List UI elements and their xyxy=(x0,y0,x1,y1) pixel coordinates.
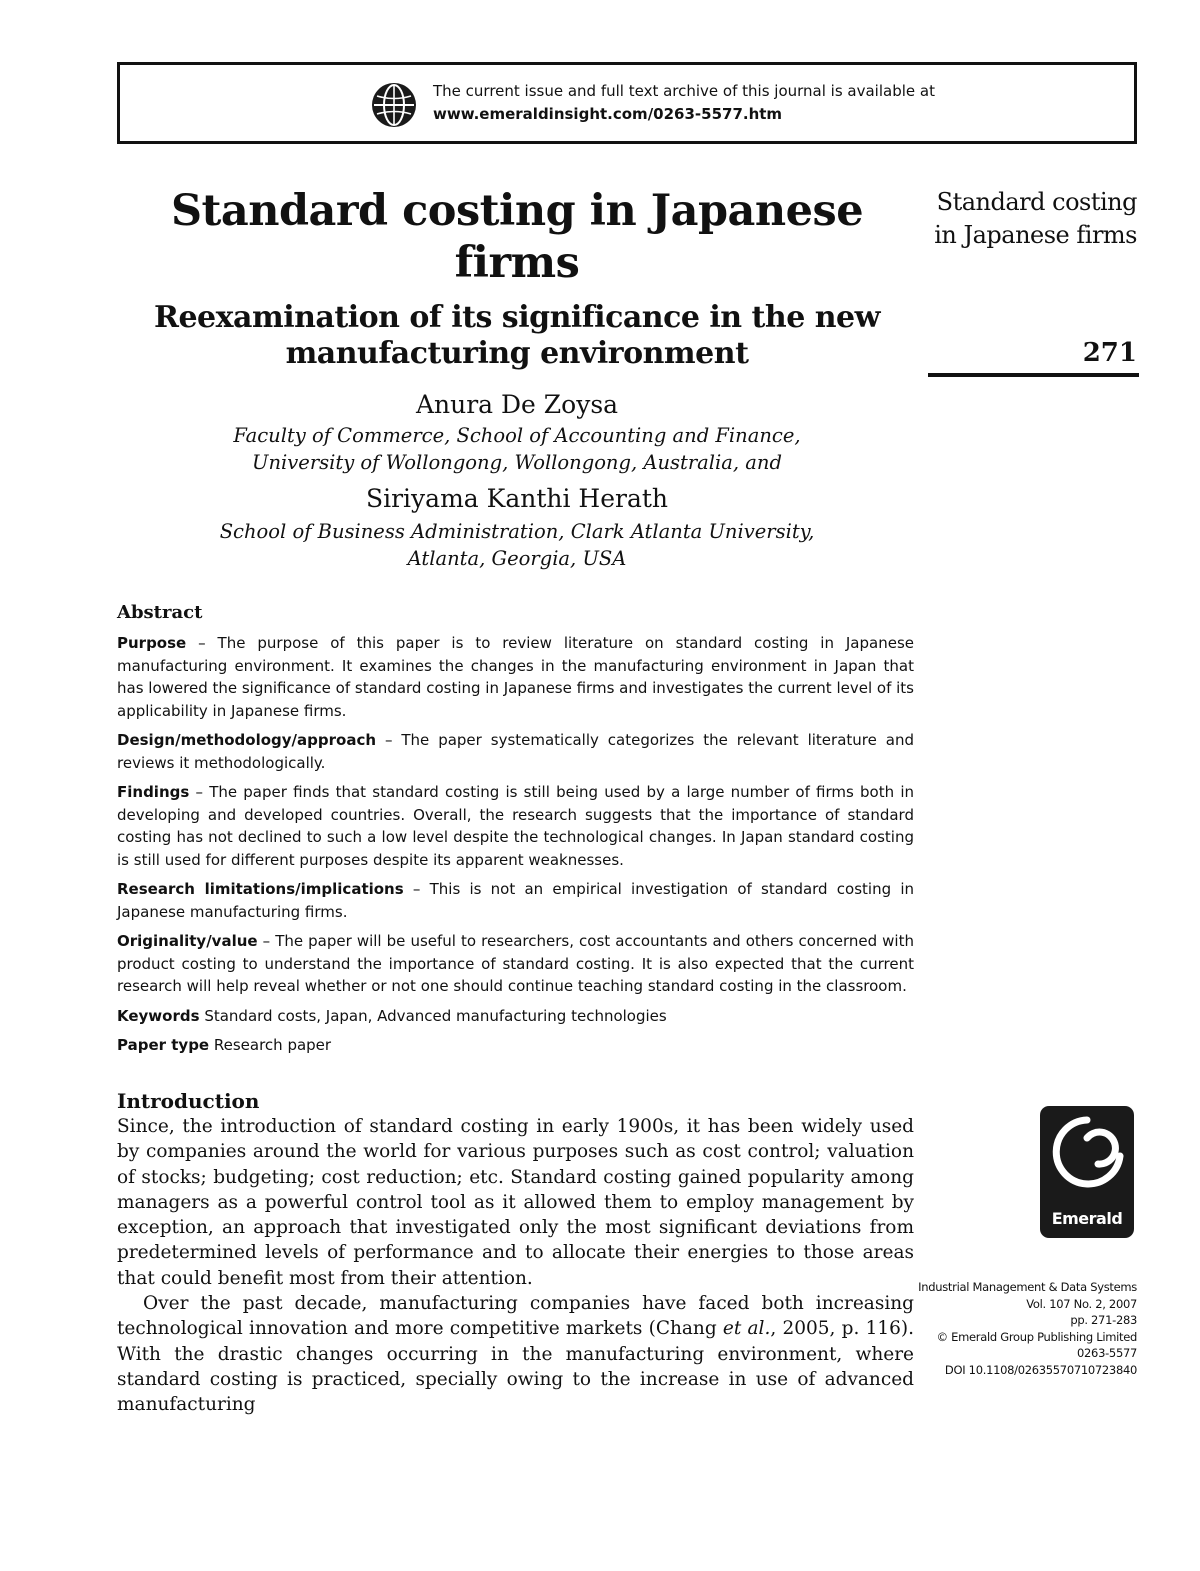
author-name: Anura De Zoysa xyxy=(415,390,619,419)
abstract-text: – The paper finds that standard costing is still being used by a large number of firms both in developing and developed countries. Overall, the research suggests that the importance of standard costing has not declined to such a low level despite the technological changes. In Japan standard costing is still used for different purposes despite its apparent weaknesses. xyxy=(117,783,914,869)
abstract-label: Originality/value xyxy=(117,932,258,950)
abstract-text: – The purpose of this paper is to review literature on standard costing in Japanese manufacturing environment. It examines the changes in the manufacturing environment in Japan that has lowered the significance of standard costing in Japanese firms and investigates the current level of its applicability in Japanese firms. xyxy=(117,634,914,720)
abstract-purpose xyxy=(117,632,914,722)
abstract-text: Standard costs, Japan, Advanced manufacturing technologies xyxy=(199,1006,667,1025)
emerald-logo-icon xyxy=(1040,1106,1134,1238)
page-number: 271 xyxy=(1082,338,1137,368)
paragraph-text: Over the past decade, manufacturing companies have faced both increasing technological innovation and more competitive markets (Chang xyxy=(117,1293,914,1340)
journal-name: Industrial Management & Data Systems xyxy=(918,1280,1137,1294)
logo-text: Emerald xyxy=(1051,1209,1123,1228)
title-line-2: firms xyxy=(454,238,580,288)
abstract-text: Research paper xyxy=(209,1036,332,1054)
author-affiliation: School of Business Administration, Clark Atlanta University, Atlanta, Georgia, USA xyxy=(219,520,815,570)
abstract-label: Research limitations/implications xyxy=(117,880,404,898)
abstract-design xyxy=(117,729,914,774)
margin-rule xyxy=(928,373,1139,377)
running-head: Standard costing in Japanese firms xyxy=(934,188,1137,249)
abstract-label: Purpose xyxy=(117,634,187,652)
banner-text xyxy=(433,80,935,126)
introduction-paragraph xyxy=(117,1291,914,1417)
author-affiliation: Faculty of Commerce, School of Accounting and Finance, University of Wollongong, Wollongong, Australia, and xyxy=(233,424,801,474)
introduction-heading: Introduction xyxy=(117,1089,260,1113)
abstract-keywords xyxy=(117,1005,914,1028)
journal-issn: 0263-5577 xyxy=(1077,1346,1137,1360)
abstract-text: – This is not an empirical investigation of standard costing in Japanese manufacturing firms. xyxy=(117,880,915,921)
citation-emphasis: et al. xyxy=(722,1318,771,1340)
subtitle-line-2: manufacturing environment xyxy=(285,336,749,371)
globe-icon xyxy=(370,81,418,129)
abstract-findings xyxy=(117,781,914,871)
abstract-label: Paper type xyxy=(117,1036,210,1054)
article-title xyxy=(117,185,917,289)
author-name: Siriyama Kanthi Herath xyxy=(365,484,669,513)
subtitle-line-1: Reexamination of its significance in the new xyxy=(154,300,880,335)
journal-doi: DOI 10.1108/02635570710723840 xyxy=(944,1362,1137,1377)
abstract xyxy=(117,600,914,1064)
abstract-label: Design/methodology/approach xyxy=(117,731,377,749)
banner-url-link[interactable]: www.emeraldinsight.com/0263-5577.htm xyxy=(433,105,783,123)
abstract-label: Findings xyxy=(117,783,190,801)
abstract-heading: Abstract xyxy=(117,602,203,623)
abstract-originality xyxy=(117,930,914,998)
journal-info xyxy=(915,1279,1137,1378)
journal-copyright: © Emerald Group Publishing Limited xyxy=(936,1329,1137,1344)
banner-line: The current issue and full text archive of this journal is available at xyxy=(433,82,935,100)
title-line-1: Standard costing in Japanese xyxy=(170,186,864,236)
introduction-body xyxy=(117,1114,914,1418)
abstract-text: – The paper will be useful to researchers, cost accountants and others concerned with product costing to understand the importance of standard costing. It is also expected that the current research will help reveal whether or not one should continue teaching standard costing in the classroom. xyxy=(117,932,914,995)
abstract-label: Keywords xyxy=(117,1006,200,1025)
abstract-limitations xyxy=(117,878,914,923)
journal-volume: Vol. 107 No. 2, 2007 xyxy=(1026,1296,1137,1311)
paragraph-text: , 2005, p. 116). With the drastic changes occurring in the manufacturing environment, where standard costing is practiced, specially owing to the increase in use of advanced manufacturing xyxy=(117,1318,914,1416)
abstract-text: – The paper systematically categorizes the relevant literature and reviews it methodologically. xyxy=(117,731,914,772)
journal-pages: pp. 271-283 xyxy=(1070,1313,1137,1327)
abstract-paper-type xyxy=(117,1034,914,1057)
journal-banner xyxy=(117,62,1137,144)
article-subtitle xyxy=(117,300,917,372)
introduction-paragraph: Since, the introduction of standard costing in early 1900s, it has been widely used by companies around the world for various purposes such as cost control; valuation of stocks; budgeting; cost reduction; etc. Standard costing gained popularity among managers as a powerful control tool as it allowed them to employ management by exception, an approach that investigated only the most significant deviations from predetermined levels of performance and to allocate their energies to those areas that could benefit most from their attention. xyxy=(117,1116,914,1289)
